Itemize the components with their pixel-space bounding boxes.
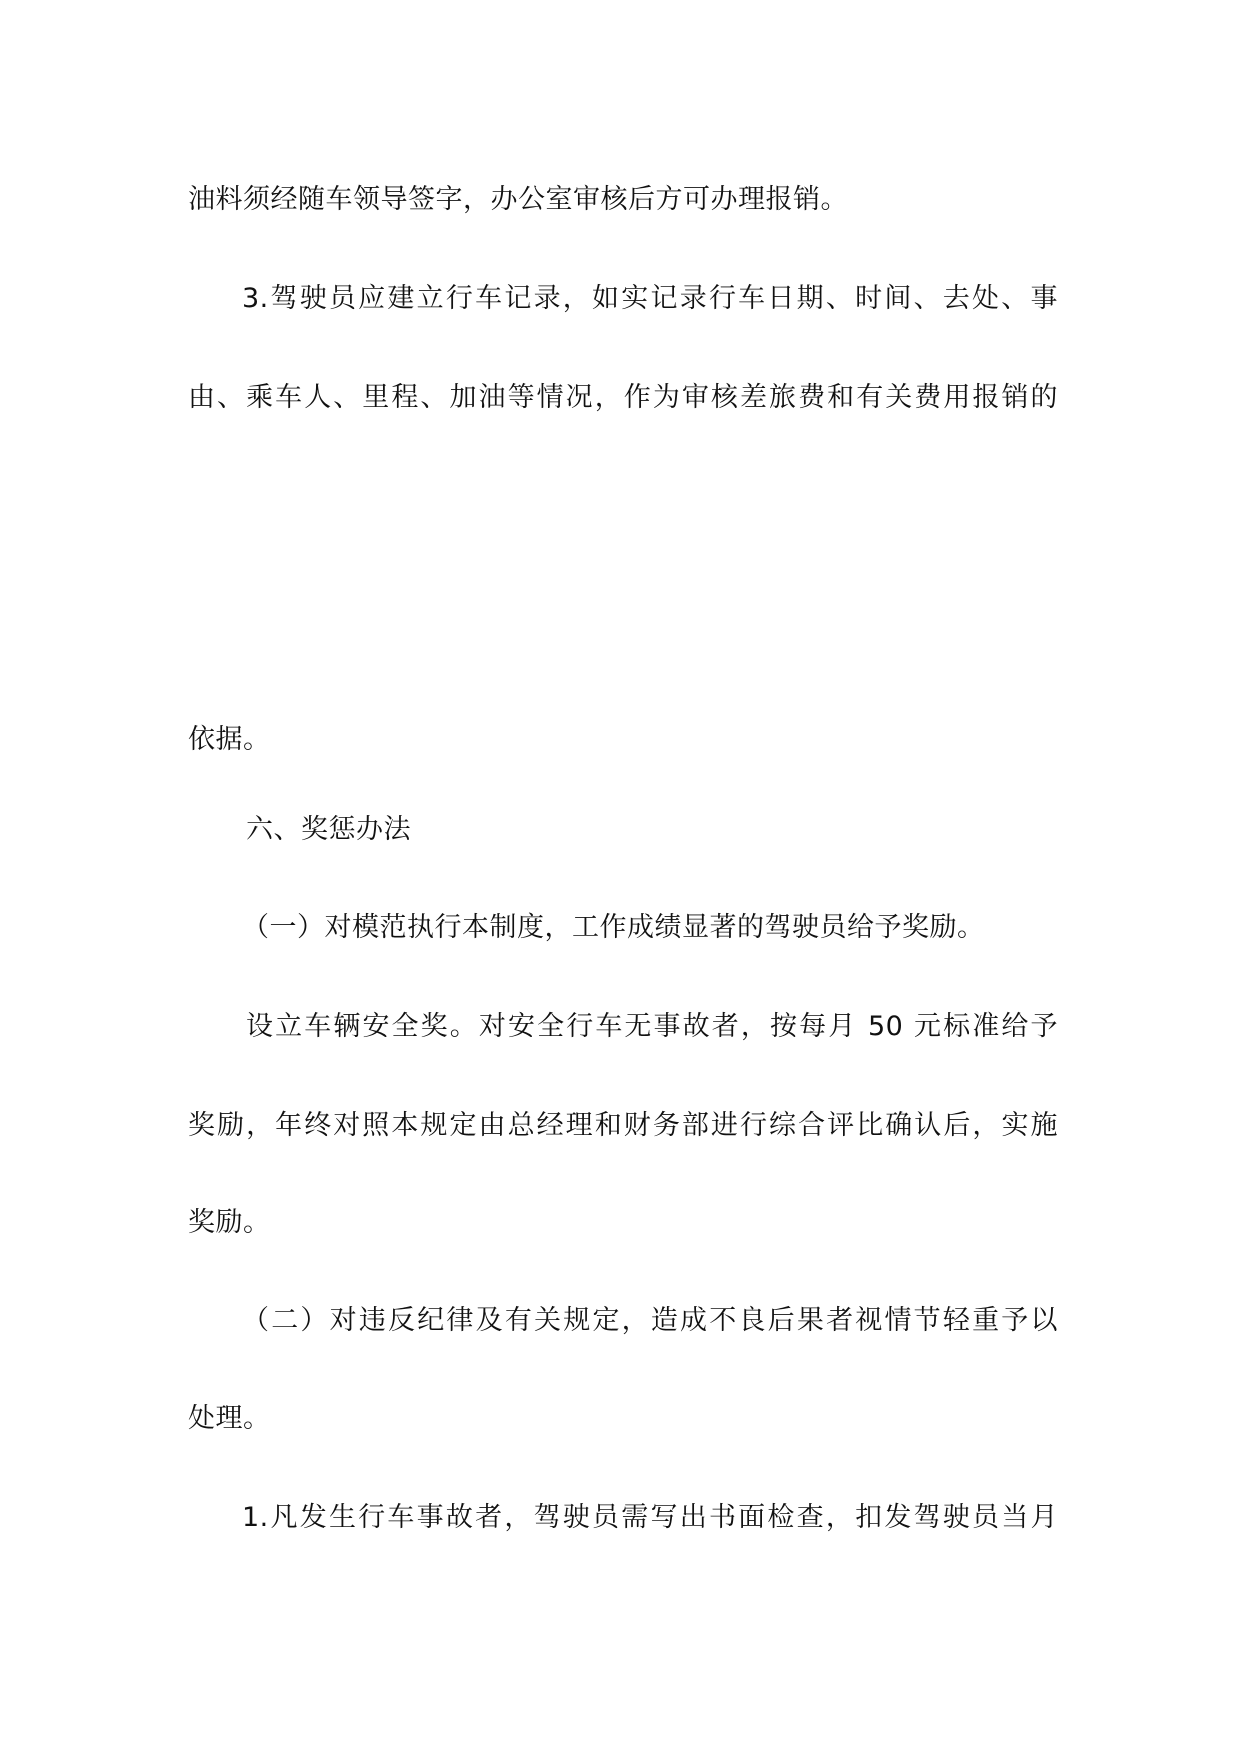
paragraph-line-5: 设立车辆安全奖。对安全行车无事故者，按每月 50 元标准给予: [246, 1011, 1058, 1042]
paragraph-line-8: 处理。: [188, 1403, 271, 1434]
paragraph-line-6: 奖励，年终对照本规定由总经理和财务部进行综合评比确认后，实施: [188, 1110, 1058, 1141]
subsection-heading-1: （一）对模范执行本制度，工作成绩显著的驾驶员给予奖励。: [242, 912, 985, 943]
paragraph-line-1: 油料须经随车领导签字，办公室审核后方可办理报销。: [188, 184, 848, 215]
paragraph-line-7: 奖励。: [188, 1207, 271, 1238]
paragraph-line-2: 3.驾驶员应建立行车记录，如实记录行车日期、时间、去处、事: [242, 283, 1058, 314]
section-heading: 六、奖惩办法: [246, 814, 411, 845]
paragraph-line-4: 依据。: [188, 724, 271, 755]
paragraph-line-9: 1.凡发生行车事故者，驾驶员需写出书面检查，扣发驾驶员当月: [242, 1502, 1058, 1533]
subsection-heading-2: （二）对违反纪律及有关规定，造成不良后果者视情节轻重予以: [242, 1305, 1058, 1336]
paragraph-line-3: 由、乘车人、里程、加油等情况，作为审核差旅费和有关费用报销的: [188, 382, 1058, 413]
